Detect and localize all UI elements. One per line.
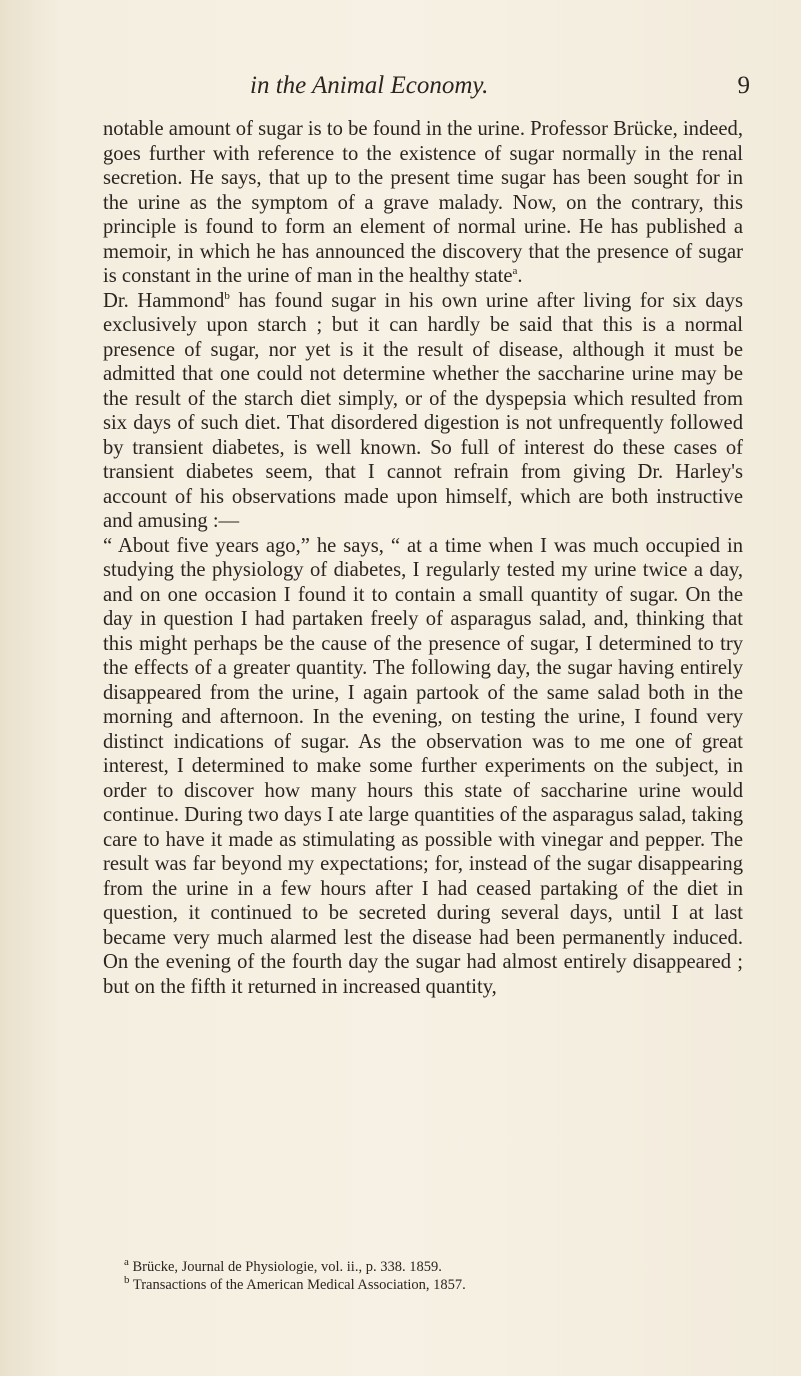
- paragraph-2: [103, 289, 743, 534]
- paragraph-3-quote: “ About five years ago,” he says, “ at a time when I was much occupied in studying the physiology of diabetes, I regularly tested my urine twice a day, and on one occasion I found it to contain a small quantity of sugar. On the day in question I had partaken freely of asparagus salad, and, thinking that this might perhaps be the cause of the presence of sugar, I determined to try the effects of a greater quantity. The following day, the sugar having entirely disappeared from the urine, I again partook of the same salad both in the morning and afternoon. In the evening, on testing the urine, I found very distinct indications of sugar. As the observation was to me one of great interest, I determined to make some further experiments on the subject, in order to discover how many hours this state of saccharine urine would continue. During two days I ate large quantities of the asparagus salad, taking care to have it made as stimulating as possible with vinegar and pepper. The result was far beyond my expectations; for, instead of the sugar disappearing from the urine in a few hours after I had ceased partaking of the diet in question, it continued to be secreted during several days, until I at last became very much alarmed lest the disease had been permanently induced. On the evening of the fourth day the sugar had almost entirely disappeared ; but on the fifth it returned in increased quantity,: [103, 534, 743, 998]
- footnote-a-mark: a: [124, 1256, 129, 1269]
- footnote-b: [112, 1276, 742, 1294]
- paragraph-2-text: has found sugar in his own urine after living for six days exclusively upon starch ; but it can hardly be said that this is a normal presence of sugar, nor yet is it the result of disease, although it must be admitted that one could not determine whether the saccharine urine may be the result of the starch diet simply, or of the dyspepsia which resulted from six days of such diet. That disordered digestion is not unfrequently followed by transient diabetes, is well known. So full of interest do these cases of transient diabetes seem, that I cannot refrain from giving Dr. Harley's account of his observations made upon himself, which are both instructive and amusing :—: [103, 289, 743, 532]
- running-head: in the Animal Economy.: [250, 72, 489, 99]
- footnote-b-mark: b: [124, 1274, 130, 1287]
- paragraph-2-start: Dr. Hammond: [103, 289, 225, 312]
- body-text: [103, 117, 743, 999]
- page-header: [100, 72, 750, 108]
- footnote-mark-a: a: [512, 265, 518, 278]
- footnote-a-text: Brücke, Journal de Physiologie, vol. ii., p. 338. 1859.: [128, 1259, 442, 1275]
- footnotes: [112, 1258, 742, 1294]
- footnote-a: [112, 1258, 742, 1276]
- footnote-mark-b: b: [224, 289, 230, 302]
- paragraph-1-end: .: [517, 265, 523, 287]
- footnote-b-text: Transactions of the American Medical Association, 1857.: [129, 1277, 466, 1293]
- paragraph-1-text: notable amount of sugar is to be found in the urine. Professor Brücke, indeed, goes further with reference to the existence of sugar normally in the renal secretion. He says, that up to the present time sugar has been sought for in the urine as the symptom of a grave malady. Now, on the contrary, this principle is found to form an element of normal urine. He has published a memoir, in which he has announced the discovery that the presence of sugar is constant in the urine of man in the healthy state: [103, 118, 743, 287]
- paragraph-1: [103, 117, 743, 289]
- page-number: 9: [737, 72, 750, 99]
